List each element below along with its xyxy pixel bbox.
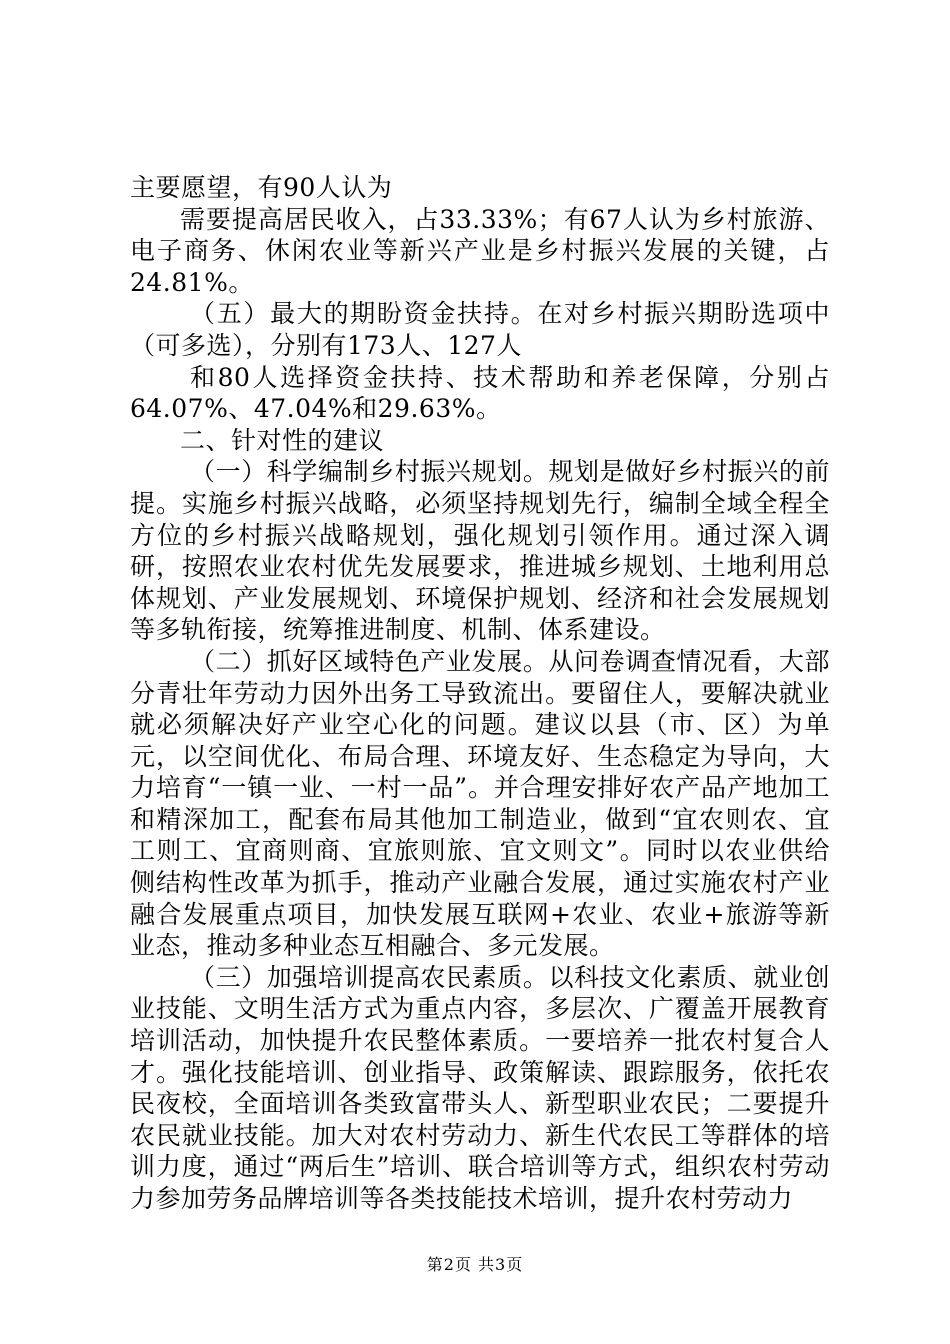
section-heading-suggestions: 二、针对性的建议 xyxy=(180,425,385,455)
paragraph-training: （三）加强培训提高农民素质。以科技文化素质、就业创业技能、文明生活方式为重点内容，多层次、广覆盖开展教育培训活动，加快提升农民整体素质。一要培养一批农村复合人才。强化技能培训、创业指导、政策解读、跟踪服务，依托农民夜校，全面培训各类致富带头人、新型职业农民；二要提升农民就业技能。加大对农村劳动力、新生代农民工等群体的培训力度，通过“两后生”培训、联合培训等方式，组织农村劳动力参加劳务品牌培训等各类技能技术培训，提升农村劳动力 xyxy=(130,962,830,1213)
paragraph-planning: （一）科学编制乡村振兴规划。规划是做好乡村振兴的前提。实施乡村振兴战略，必须坚持规划先行，编制全域全程全方位的乡村振兴战略规划，强化规划引领作用。通过深入调研，按照农业农村优先发展要求，推进城乡规划、土地利用总体规划、产业发展规划、环境保护规划、经济和社会发展规划等多轨衔接，统筹推进制度、机制、体系建设。 xyxy=(130,457,830,645)
document-body xyxy=(130,172,830,1215)
paragraph-funding-expectation: （五）最大的期盼资金扶持。在对乡村振兴期盼选项中（可多选），分别有173人、127人 xyxy=(130,299,830,360)
paragraph-funding-percentages: 和80人选择资金扶持、技术帮助和养老保障，分别占64.07%、47.04%和29.63%。 xyxy=(130,362,830,424)
paragraph-continuation: 主要愿望，有90人认为 xyxy=(130,173,393,202)
paragraph-income: 需要提高居民收入，占33.33%；有67人认为乡村旅游、电子商务、休闲农业等新兴产业是乡村振兴发展的关键，占24.81%。 xyxy=(130,204,830,297)
page-footer: 第2页 共3页 xyxy=(426,1255,524,1274)
paragraph-industry: （二）抓好区域特色产业发展。从问卷调查情况看，大部分青壮年劳动力因外出务工导致流出。要留住人，要解决就业就必须解决好产业空心化的问题。建议以县（市、区）为单元，以空间优化、布局合理、环境友好、生态稳定为导向，大力培育“一镇一业、一村一品”。并合理安排好农产品产地加工和精深加工，配套布局其他加工制造业，做到“宜农则农、宜工则工、宜商则商、宜旅则旅、宜文则文”。同时以农业供给侧结构性改革为抓手，推动产业融合发展，通过实施农村产业融合发展重点项目，加快发展互联网+农业、农业+旅游等新业态，推动多种业态互相融合、多元发展。 xyxy=(130,646,830,961)
